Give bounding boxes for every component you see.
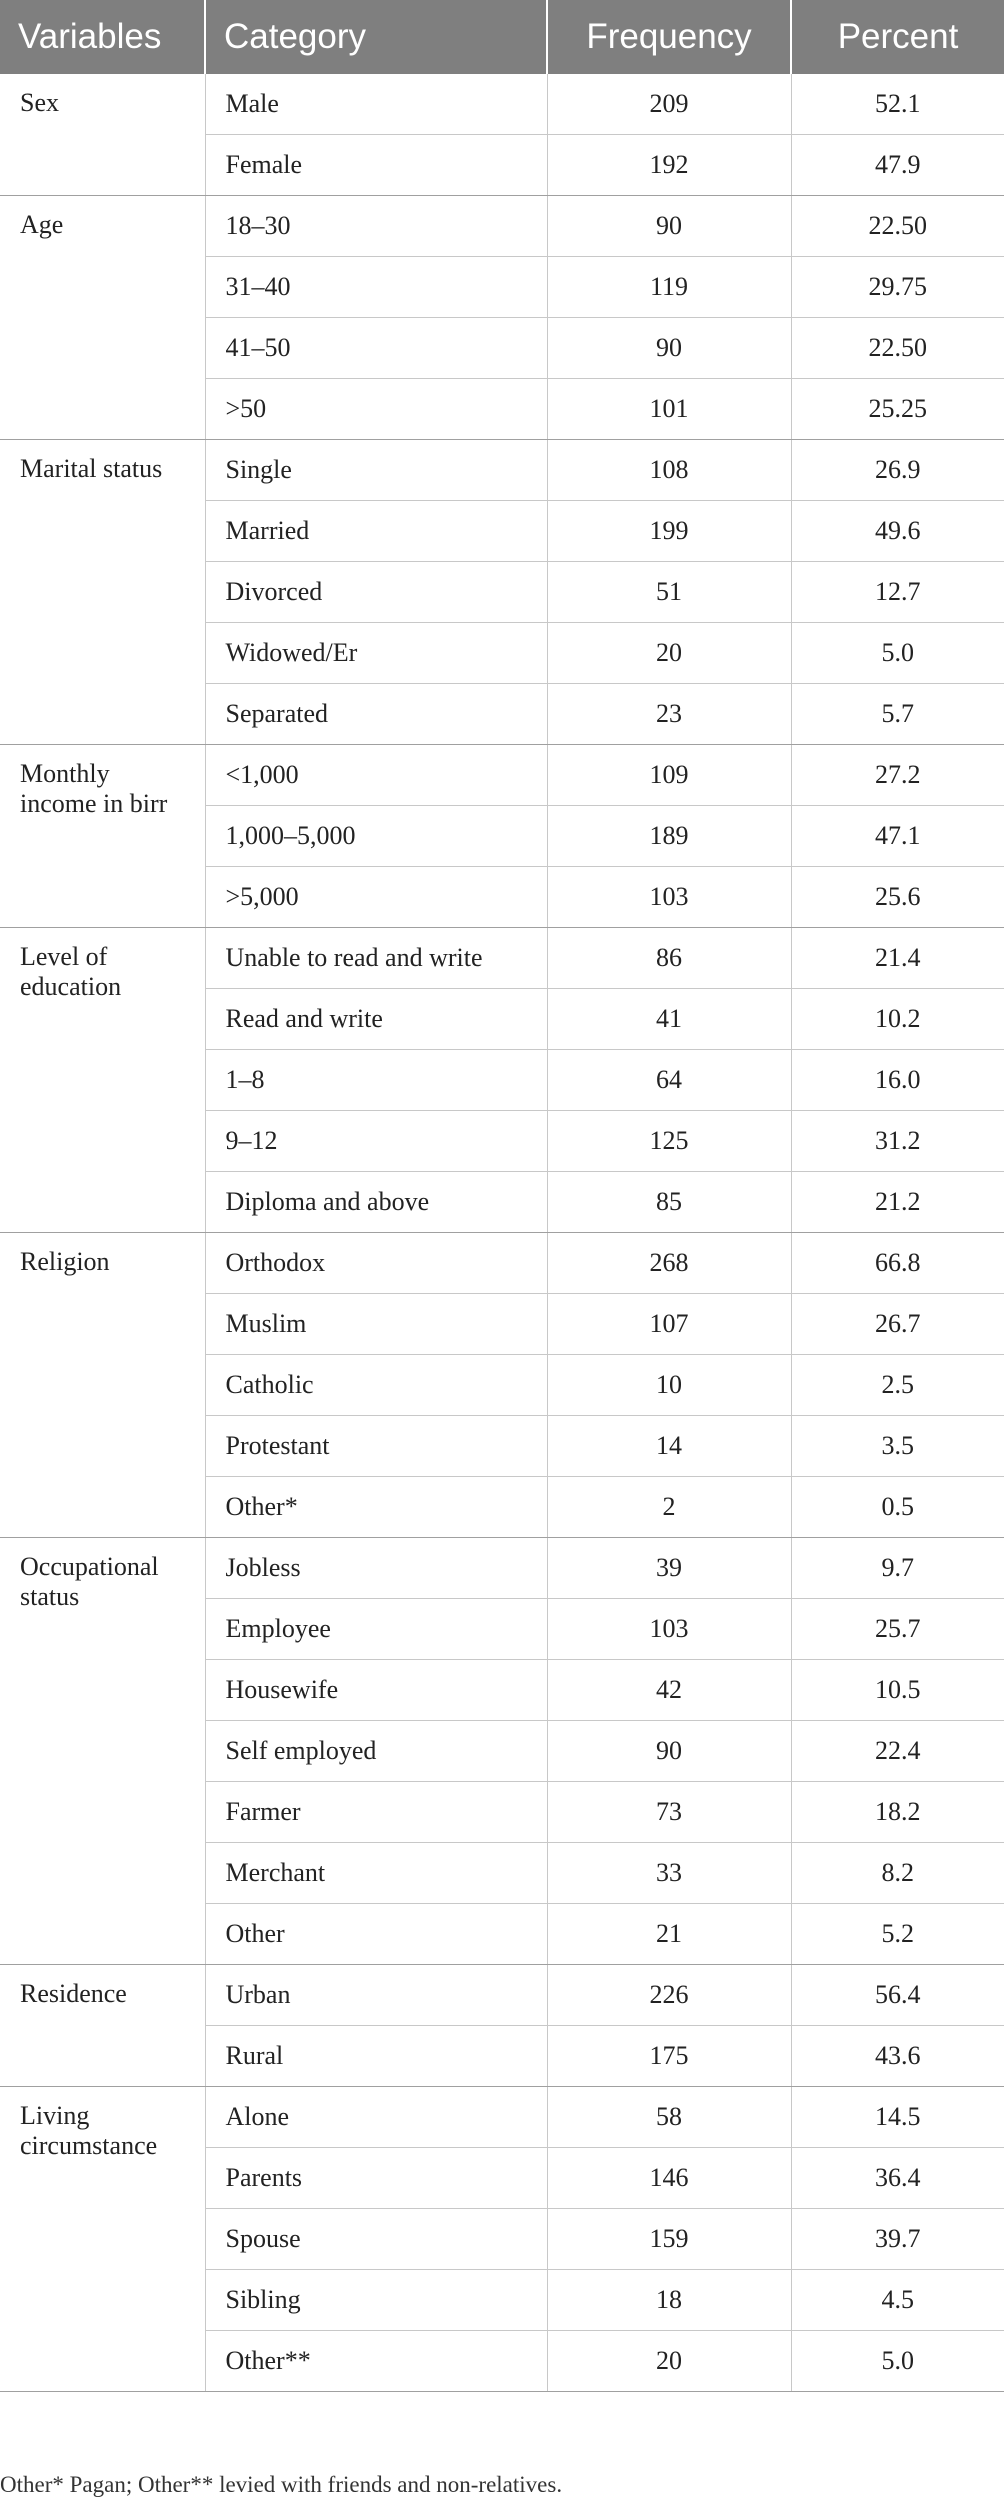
category-cell: Merchant <box>205 1843 547 1904</box>
percent-cell: 9.7 <box>791 1538 1004 1599</box>
frequency-cell: 159 <box>547 2209 791 2270</box>
percent-cell: 5.0 <box>791 2331 1004 2392</box>
frequency-cell: 107 <box>547 1294 791 1355</box>
frequency-cell: 209 <box>547 74 791 135</box>
category-cell: 9–12 <box>205 1111 547 1172</box>
category-cell: Muslim <box>205 1294 547 1355</box>
frequency-cell: 2 <box>547 1477 791 1538</box>
percent-cell: 21.4 <box>791 928 1004 989</box>
category-cell: Catholic <box>205 1355 547 1416</box>
category-cell: Orthodox <box>205 1233 547 1294</box>
table-body <box>0 74 1004 2392</box>
variable-cell: Living circumstance <box>0 2087 205 2392</box>
category-cell: 31–40 <box>205 257 547 318</box>
category-cell: Farmer <box>205 1782 547 1843</box>
frequency-cell: 41 <box>547 989 791 1050</box>
frequency-cell: 10 <box>547 1355 791 1416</box>
frequency-cell: 39 <box>547 1538 791 1599</box>
percent-cell: 47.9 <box>791 135 1004 196</box>
frequency-cell: 175 <box>547 2026 791 2087</box>
category-cell: Jobless <box>205 1538 547 1599</box>
percent-cell: 18.2 <box>791 1782 1004 1843</box>
frequency-cell: 101 <box>547 379 791 440</box>
percent-cell: 43.6 <box>791 2026 1004 2087</box>
percent-cell: 5.0 <box>791 623 1004 684</box>
frequency-cell: 73 <box>547 1782 791 1843</box>
percent-cell: 39.7 <box>791 2209 1004 2270</box>
frequency-cell: 119 <box>547 257 791 318</box>
frequency-cell: 33 <box>547 1843 791 1904</box>
category-cell: Unable to read and write <box>205 928 547 989</box>
category-cell: Other* <box>205 1477 547 1538</box>
percent-cell: 52.1 <box>791 74 1004 135</box>
category-cell: Married <box>205 501 547 562</box>
frequency-cell: 14 <box>547 1416 791 1477</box>
percent-cell: 22.4 <box>791 1721 1004 1782</box>
variable-cell: Age <box>0 196 205 440</box>
category-cell: Sibling <box>205 2270 547 2331</box>
table-row <box>0 1233 1004 1294</box>
table-row <box>0 440 1004 501</box>
table-row <box>0 196 1004 257</box>
table-row <box>0 745 1004 806</box>
variable-cell: Occupational status <box>0 1538 205 1965</box>
percent-cell: 47.1 <box>791 806 1004 867</box>
header-category: Category <box>205 0 547 74</box>
frequency-cell: 268 <box>547 1233 791 1294</box>
category-cell: Urban <box>205 1965 547 2026</box>
category-cell: Female <box>205 135 547 196</box>
percent-cell: 49.6 <box>791 501 1004 562</box>
frequency-cell: 51 <box>547 562 791 623</box>
category-cell: 41–50 <box>205 318 547 379</box>
category-cell: Protestant <box>205 1416 547 1477</box>
frequency-cell: 64 <box>547 1050 791 1111</box>
percent-cell: 4.5 <box>791 2270 1004 2331</box>
frequency-cell: 18 <box>547 2270 791 2331</box>
percent-cell: 10.2 <box>791 989 1004 1050</box>
frequency-cell: 125 <box>547 1111 791 1172</box>
percent-cell: 26.9 <box>791 440 1004 501</box>
frequency-cell: 226 <box>547 1965 791 2026</box>
category-cell: Parents <box>205 2148 547 2209</box>
table-row <box>0 928 1004 989</box>
percent-cell: 25.6 <box>791 867 1004 928</box>
percent-cell: 25.7 <box>791 1599 1004 1660</box>
category-cell: Rural <box>205 2026 547 2087</box>
table-row <box>0 2087 1004 2148</box>
header-percent: Percent <box>791 0 1004 74</box>
percent-cell: 8.2 <box>791 1843 1004 1904</box>
percent-cell: 12.7 <box>791 562 1004 623</box>
variable-cell: Sex <box>0 74 205 196</box>
percent-cell: 22.50 <box>791 196 1004 257</box>
frequency-cell: 23 <box>547 684 791 745</box>
frequency-cell: 192 <box>547 135 791 196</box>
percent-cell: 56.4 <box>791 1965 1004 2026</box>
percent-cell: 27.2 <box>791 745 1004 806</box>
category-cell: >50 <box>205 379 547 440</box>
percent-cell: 31.2 <box>791 1111 1004 1172</box>
category-cell: Other <box>205 1904 547 1965</box>
category-cell: >5,000 <box>205 867 547 928</box>
table-footnote: Other* Pagan; Other** levied with friends and non-relatives. <box>0 2472 563 2497</box>
frequency-cell: 109 <box>547 745 791 806</box>
percent-cell: 10.5 <box>791 1660 1004 1721</box>
percent-cell: 14.5 <box>791 2087 1004 2148</box>
header-variables: Variables <box>0 0 205 74</box>
percent-cell: 2.5 <box>791 1355 1004 1416</box>
percent-cell: 25.25 <box>791 379 1004 440</box>
category-cell: Read and write <box>205 989 547 1050</box>
category-cell: Employee <box>205 1599 547 1660</box>
frequency-cell: 21 <box>547 1904 791 1965</box>
category-cell: Diploma and above <box>205 1172 547 1233</box>
frequency-cell: 58 <box>547 2087 791 2148</box>
frequency-cell: 103 <box>547 867 791 928</box>
percent-cell: 29.75 <box>791 257 1004 318</box>
category-cell: 18–30 <box>205 196 547 257</box>
category-cell: <1,000 <box>205 745 547 806</box>
frequency-cell: 42 <box>547 1660 791 1721</box>
category-cell: Single <box>205 440 547 501</box>
frequency-cell: 108 <box>547 440 791 501</box>
table-row <box>0 1538 1004 1599</box>
percent-cell: 36.4 <box>791 2148 1004 2209</box>
frequency-cell: 199 <box>547 501 791 562</box>
frequency-cell: 20 <box>547 2331 791 2392</box>
frequency-cell: 189 <box>547 806 791 867</box>
table-header <box>0 0 1004 74</box>
frequency-cell: 86 <box>547 928 791 989</box>
category-cell: Alone <box>205 2087 547 2148</box>
percent-cell: 5.2 <box>791 1904 1004 1965</box>
frequency-cell: 85 <box>547 1172 791 1233</box>
frequency-cell: 103 <box>547 1599 791 1660</box>
percent-cell: 5.7 <box>791 684 1004 745</box>
category-cell: Widowed/Er <box>205 623 547 684</box>
percent-cell: 16.0 <box>791 1050 1004 1111</box>
variable-cell: Residence <box>0 1965 205 2087</box>
table-row <box>0 1965 1004 2026</box>
percent-cell: 3.5 <box>791 1416 1004 1477</box>
category-cell: 1,000–5,000 <box>205 806 547 867</box>
header-row <box>0 0 1004 74</box>
variable-cell: Marital status <box>0 440 205 745</box>
frequency-cell: 90 <box>547 318 791 379</box>
header-frequency: Frequency <box>547 0 791 74</box>
percent-cell: 0.5 <box>791 1477 1004 1538</box>
frequency-cell: 146 <box>547 2148 791 2209</box>
percent-cell: 21.2 <box>791 1172 1004 1233</box>
category-cell: Spouse <box>205 2209 547 2270</box>
table-row <box>0 74 1004 135</box>
frequency-cell: 90 <box>547 1721 791 1782</box>
variable-cell: Monthly income in birr <box>0 745 205 928</box>
category-cell: Other** <box>205 2331 547 2392</box>
percent-cell: 22.50 <box>791 318 1004 379</box>
percent-cell: 26.7 <box>791 1294 1004 1355</box>
category-cell: Separated <box>205 684 547 745</box>
frequency-cell: 90 <box>547 196 791 257</box>
variable-cell: Religion <box>0 1233 205 1538</box>
percent-cell: 66.8 <box>791 1233 1004 1294</box>
category-cell: Housewife <box>205 1660 547 1721</box>
category-cell: 1–8 <box>205 1050 547 1111</box>
frequency-cell: 20 <box>547 623 791 684</box>
category-cell: Self employed <box>205 1721 547 1782</box>
category-cell: Male <box>205 74 547 135</box>
category-cell: Divorced <box>205 562 547 623</box>
variable-cell: Level of education <box>0 928 205 1233</box>
